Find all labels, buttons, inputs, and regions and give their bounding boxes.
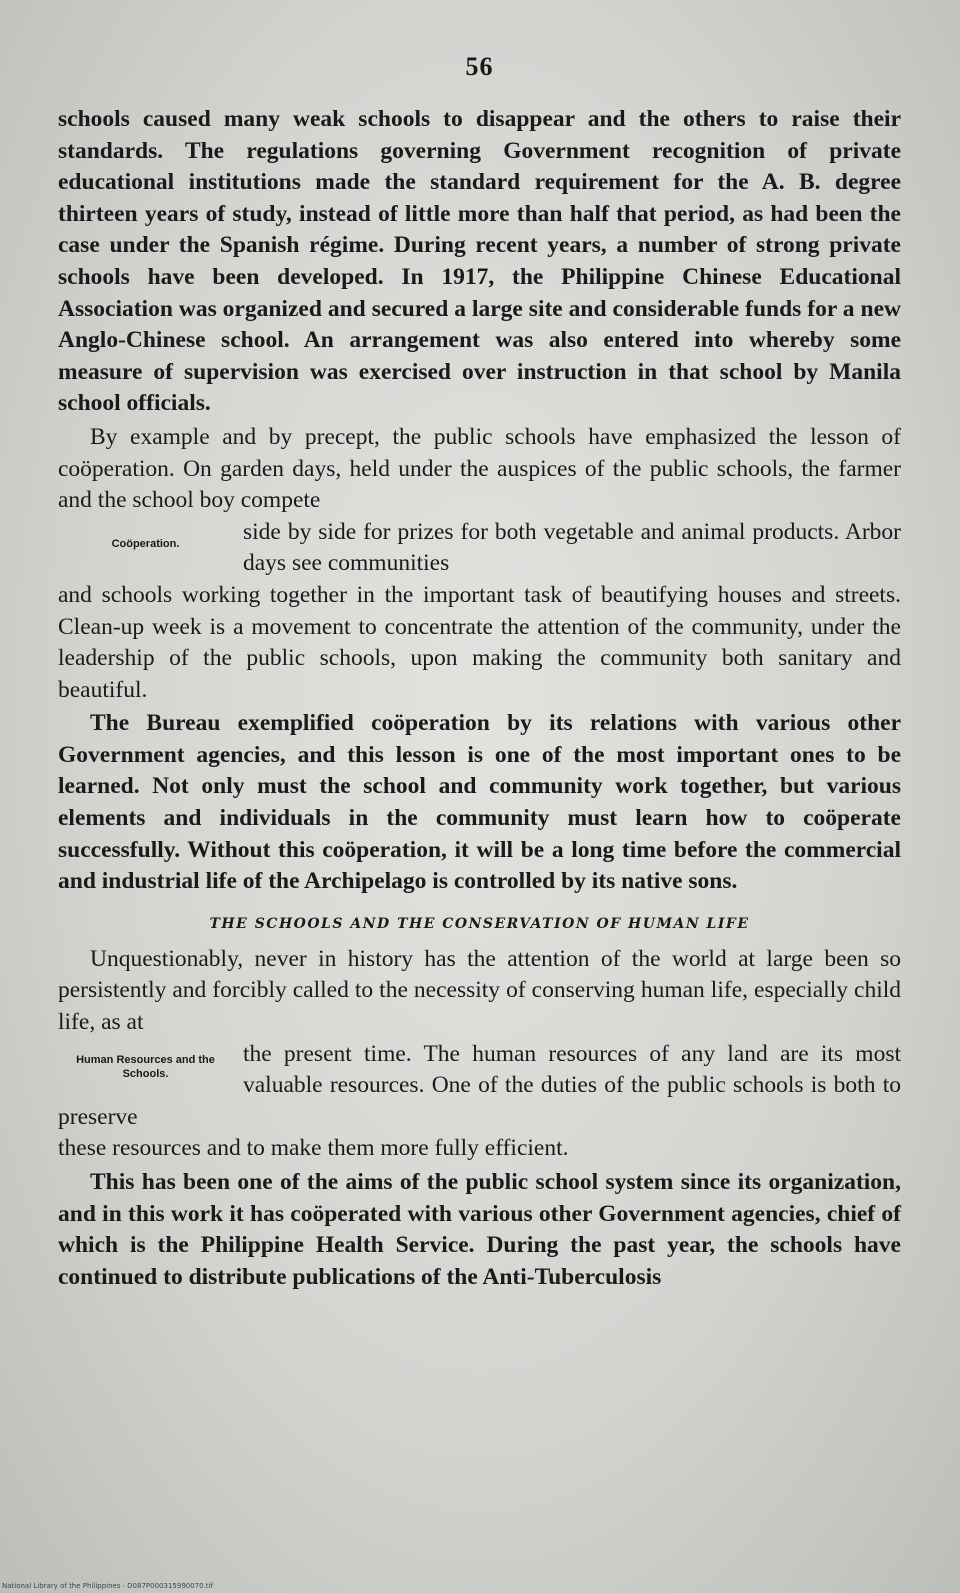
- paragraph-bureau-cooperation: The Bureau exemplified coöperation by its relations with various other Government agencies, and this lesson is one of the most important ones to be learned. Not only must the school and community work together, but various elements and individuals in the community must learn how to coöperate successfully. Without this coöperation, it will be a long time before the commercial and industrial life of the Archipelago is controlled by its native sons.: [58, 710, 901, 895]
- paragraph-human-life-intro: Unquestionably, never in history has the attention of the world at large been so persistently and forcibly called to the necessity of conserving human life, especially child life, as at: [58, 945, 901, 1036]
- margin-note-cooperation: Coöperation.: [111, 537, 180, 550]
- paragraph-health-service: This has been one of the aims of the public school system since its organization, and in this work it has coöperated with various other Government agencies, chief of which is the Philippine Health Service. During the past year, the schools have continued to distribute publications of the Anti-Tuberculosis: [58, 1169, 901, 1290]
- paragraph-human-resources-side: the present time. The human resources of any land are its most valuable resources. One of the duties of the public schools is both to preserve: [58, 1040, 901, 1130]
- paragraph-human-resources-rest: these resources and to make them more fully efficient.: [58, 1135, 569, 1162]
- paragraph-cooperation-intro: By example and by precept, the public schools have emphasized the lesson of coöperation. On garden days, held under the auspices of the public schools, the farmer and the school boy compete: [58, 423, 901, 514]
- section-heading: THE SCHOOLS AND THE CONSERVATION OF HUMAN LIFE: [209, 915, 750, 932]
- paragraph-cooperation-side: side by side for prizes for both vegetable and animal products. Arbor days see communities: [243, 518, 901, 577]
- paragraph-private-schools: schools caused many weak schools to disappear and the others to raise their standards. The regulations governing Government recognition of private educational institutions made the standard requirement for the A. B. degree thirteen years of study, instead of little more than half that period, as had been the case under the Spanish régime. During recent years, a number of strong private schools have been developed. In 1917, the Philippine Chinese Educational Association was organized and secured a large site and considerable funds for a new Anglo-Chinese school. An arrangement was also entered into whereby some measure of supervision was exercised over instruction in that school by Manila school officials.: [58, 106, 901, 417]
- human-resources-block: [58, 1039, 901, 1134]
- paragraph-cooperation-rest: and schools working together in the important task of beautifying houses and streets. Clean-up week is a movement to concentrate the attention of the community, under the leadership of the public schools, upon making the community both sanitary and beautiful.: [58, 581, 901, 703]
- document-page: [58, 52, 901, 1293]
- cooperation-block: [58, 517, 901, 580]
- margin-note-human-resources: Human Resources and the Schools.: [76, 1053, 215, 1080]
- scan-credit: National Library of the Philippines · D087P000315990070.tif: [2, 1582, 213, 1590]
- page-number: 56: [465, 52, 494, 81]
